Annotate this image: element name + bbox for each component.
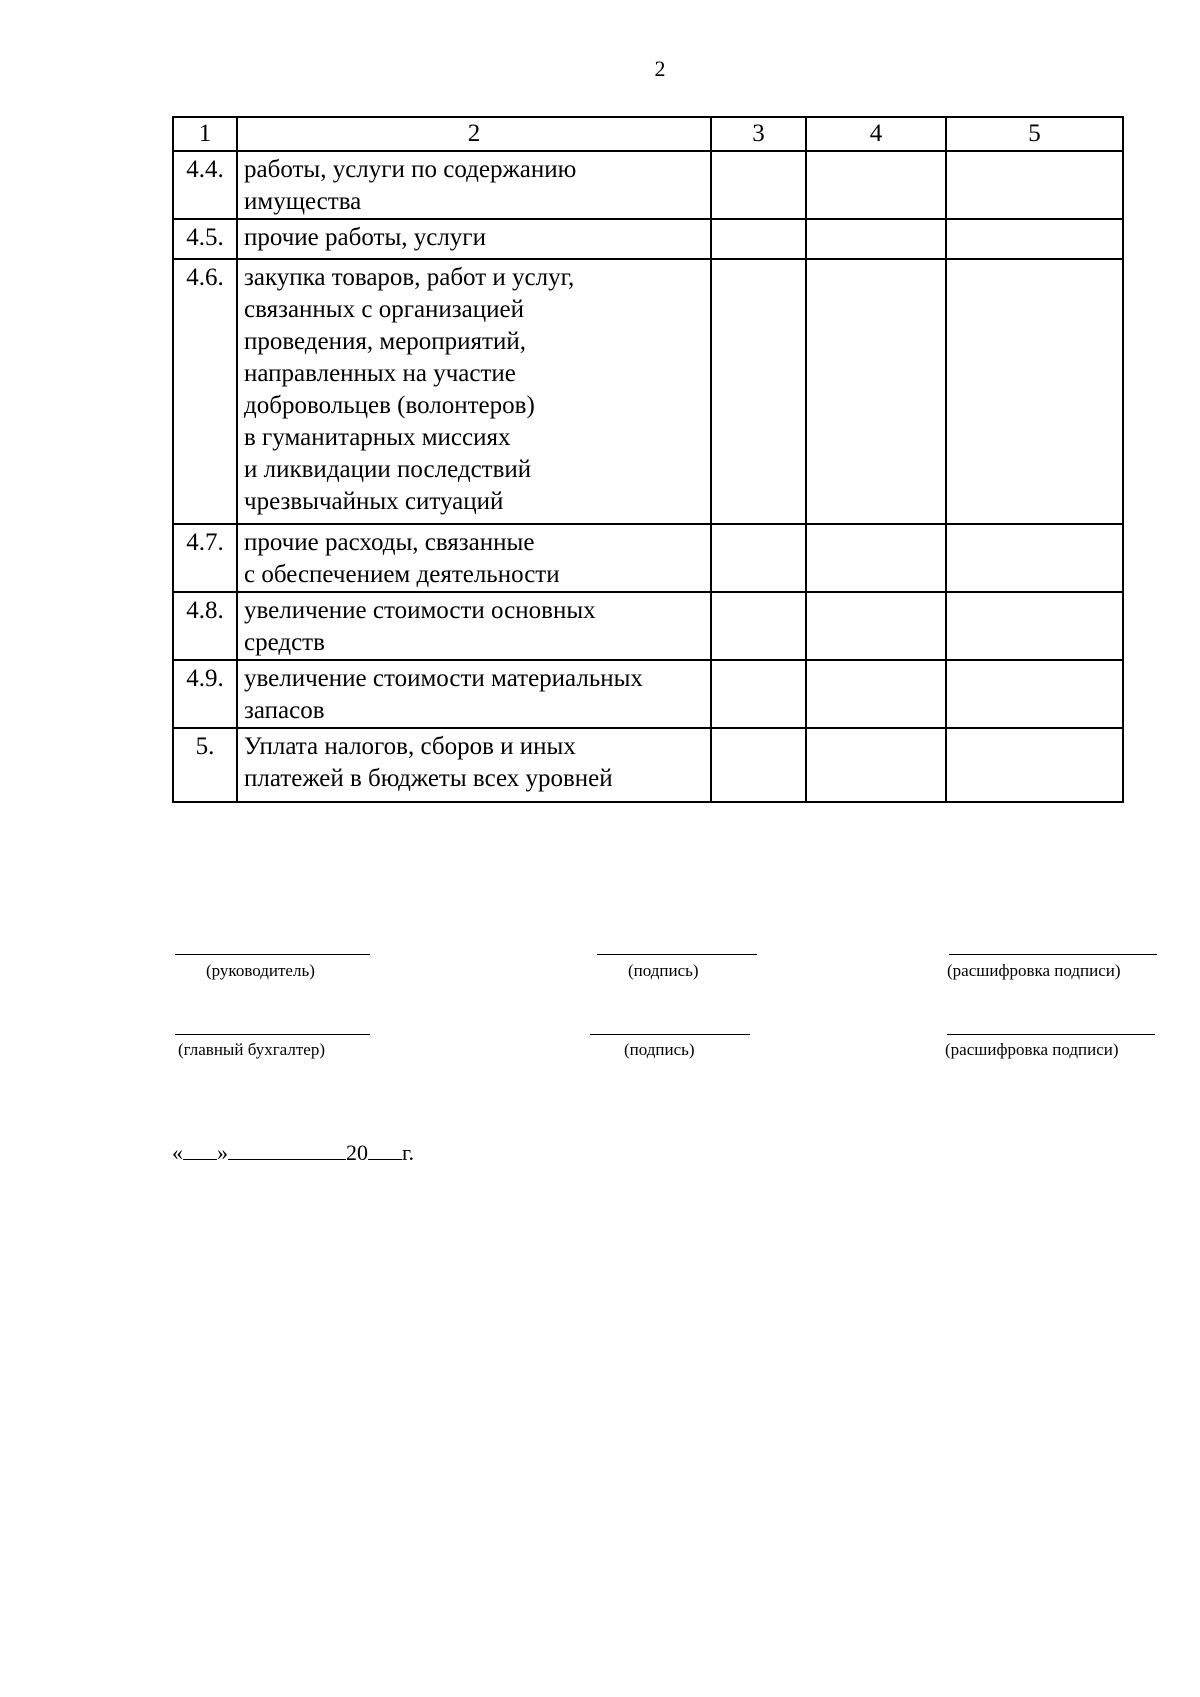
row-number: 4.6. <box>173 259 237 524</box>
row-description: работы, услуги по содержанию имущества <box>237 151 711 219</box>
year-suffix: г. <box>402 1140 415 1165</box>
accountant-sign-label: (подпись) <box>624 1040 695 1059</box>
head-sign-label: (подпись) <box>628 961 699 980</box>
day-blank[interactable] <box>183 1139 217 1160</box>
value-cell <box>806 219 946 259</box>
report-table-body <box>173 117 1123 802</box>
value-cell <box>806 524 946 592</box>
accountant-decoding-line[interactable] <box>947 1034 1155 1035</box>
value-cell <box>711 219 806 259</box>
column-header: 5 <box>946 117 1123 151</box>
table-header-row <box>173 117 1123 151</box>
value-cell <box>711 592 806 660</box>
accountant-decoding-label: (расшифровка подписи) <box>945 1040 1119 1059</box>
head-decoding-label: (расшифровка подписи) <box>947 961 1121 980</box>
value-cell <box>946 151 1123 219</box>
table-row <box>173 592 1123 660</box>
table-row <box>173 660 1123 728</box>
value-cell <box>946 660 1123 728</box>
row-number: 4.5. <box>173 219 237 259</box>
report-table <box>172 116 1124 803</box>
value-cell <box>711 728 806 802</box>
value-cell <box>946 524 1123 592</box>
value-cell <box>946 728 1123 802</box>
value-cell <box>806 259 946 524</box>
row-number: 4.8. <box>173 592 237 660</box>
head-signature-line[interactable] <box>175 954 370 955</box>
table-row <box>173 219 1123 259</box>
table-row <box>173 728 1123 802</box>
column-header: 1 <box>173 117 237 151</box>
head-role-label: (руководитель) <box>206 961 315 980</box>
value-cell <box>946 592 1123 660</box>
column-header: 3 <box>711 117 806 151</box>
month-blank[interactable] <box>228 1139 346 1160</box>
accountant-signature-line[interactable] <box>175 1034 370 1035</box>
value-cell <box>806 660 946 728</box>
open-quote: « <box>172 1140 183 1165</box>
head-sign-line[interactable] <box>597 954 757 955</box>
accountant-role-label: (главный бухгалтер) <box>178 1040 325 1059</box>
table-row <box>173 259 1123 524</box>
row-number: 4.9. <box>173 660 237 728</box>
column-header: 4 <box>806 117 946 151</box>
date-field <box>172 1139 414 1166</box>
value-cell <box>946 259 1123 524</box>
head-decoding-line[interactable] <box>949 954 1157 955</box>
row-number: 5. <box>173 728 237 802</box>
year-prefix: 20 <box>346 1140 368 1165</box>
row-description: Уплата налогов, сборов и иных платежей в бюджеты всех уровней <box>237 728 711 802</box>
page-number: 2 <box>654 56 666 81</box>
table-row <box>173 151 1123 219</box>
year-blank[interactable] <box>368 1139 402 1160</box>
column-header: 2 <box>237 117 711 151</box>
row-description: увеличение стоимости основных средств <box>237 592 711 660</box>
row-description: увеличение стоимости материальных запасов <box>237 660 711 728</box>
value-cell <box>946 219 1123 259</box>
close-quote: » <box>217 1140 228 1165</box>
row-number: 4.7. <box>173 524 237 592</box>
accountant-sign-line[interactable] <box>590 1034 750 1035</box>
row-description: прочие расходы, связанные с обеспечением деятельности <box>237 524 711 592</box>
value-cell <box>806 151 946 219</box>
row-description: прочие работы, услуги <box>237 219 711 259</box>
table-row <box>173 524 1123 592</box>
value-cell <box>711 660 806 728</box>
row-description: закупка товаров, работ и услуг, связанных с организацией проведения, мероприятий, направленных на участие добровольцев (волонтеров) в гуманитарных миссиях и ликвидации последствий чрезвычайных ситуаций <box>237 259 711 524</box>
value-cell <box>711 524 806 592</box>
value-cell <box>711 259 806 524</box>
value-cell <box>806 592 946 660</box>
value-cell <box>711 151 806 219</box>
value-cell <box>806 728 946 802</box>
row-number: 4.4. <box>173 151 237 219</box>
